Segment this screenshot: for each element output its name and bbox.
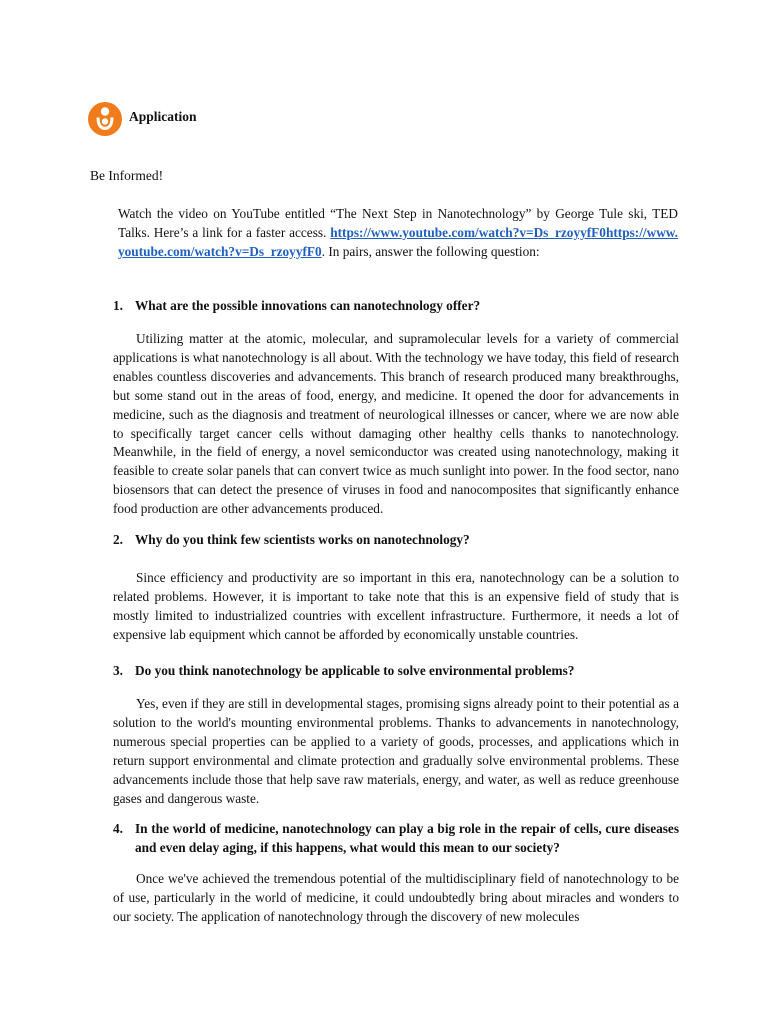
question-4: [113, 820, 679, 858]
question-number: 1.: [113, 298, 123, 313]
youtube-link[interactable]: https://www.youtube.com/watch?v=Ds_rzoyyfF0https://www.youtube.com/watch?v=Ds_rzoyyfF0: [118, 224, 678, 259]
intro-text-before: Watch the video on YouTube entitled “The Next Step in Nanotechnology” by George Tule ski, TED Talks. Here’s a link for a faster access.: [118, 206, 678, 240]
answer-3: Yes, even if they are still in developmental stages, promising signs already point to their potential as a solution to the world's mounting environmental problems. Thanks to advancements in nanotechnology, numerous special properties can be applied to a variety of goods, processes, and applications which in return support environmental and climate protection and gradually solve environmental problems. These advancements include those that help save raw materials, energy, and water, as well as reduce greenhouse gases and dangerous waste.: [113, 696, 679, 806]
intro-text-after: . In pairs, answer the following question:: [321, 243, 540, 259]
section-label: Be Informed!: [90, 168, 164, 183]
question-text: Why do you think few scientists works on nanotechnology?: [135, 532, 470, 547]
question-text: Do you think nanotechnology be applicable to solve environmental problems?: [135, 663, 575, 678]
question-number: 2.: [113, 532, 123, 547]
person-circle-logo-icon: [87, 101, 123, 137]
page-header: [87, 101, 197, 137]
question-2: [113, 531, 679, 550]
question-number: 4.: [113, 821, 123, 836]
answer-1: Utilizing matter at the atomic, molecular, and supramolecular levels for a variety of commercial applications is what nanotechnology is all about. With the technology we have today, this field of research enables countless discoveries and advancements. This branch of research produced many breakthroughs, but some stand out in the areas of food, energy, and medicine. It opened the door for advancements in medicine, such as the diagnosis and treatment of neurological illnesses or cancer, where we are now able to specifically target cancer cells without damaging other healthy cells thanks to nanotechnology. Meanwhile, in the field of energy, a novel semiconductor was created using nanotechnology, making it feasible to create solar panels that can convert twice as much sunlight into power. In the food sector, nano biosensors that can detect the presence of viruses in food and nanocomposites that significantly enhance food production are other advancements produced.: [113, 331, 679, 517]
question-3: [113, 662, 679, 681]
answer-2: Since efficiency and productivity are so important in this era, nanotechnology can be a solution to related problems. However, it is important to take note that this is an expensive field of study that is mostly limited to industrialized countries with excellent infrastructure. Furthermore, it needs a lot of expensive lab equipment which cannot be afforded by economically unstable countries.: [113, 570, 679, 642]
question-text: What are the possible innovations can nanotechnology offer?: [135, 298, 481, 313]
question-text: In the world of medicine, nanotechnology can play a big role in the repair of cells, cure diseases and even delay aging, if this happens, what would this mean to our society?: [135, 821, 679, 855]
intro-paragraph: [118, 205, 678, 262]
header-title: Application: [129, 108, 197, 124]
answer-4: Once we've achieved the tremendous potential of the multidisciplinary field of nanotechnology to be of use, particularly in the world of medicine, it could undoubtedly bring about miracles and wonders to our society. The application of nanotechnology through the discovery of new molecules: [113, 871, 679, 924]
question-1: [113, 297, 679, 316]
question-number: 3.: [113, 663, 123, 678]
